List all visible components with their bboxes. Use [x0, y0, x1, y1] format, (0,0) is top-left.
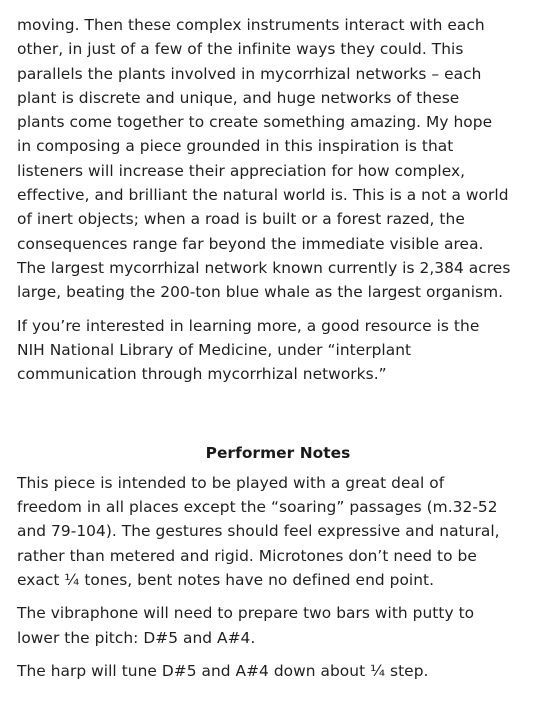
paragraph-spacer [17, 305, 539, 314]
body-paragraph-resource: If you’re interested in learning more, a good resource is the NIH National Library of Medicine, under “interplant communication through mycorrhizal networks.” [17, 316, 480, 384]
paragraph-spacer [17, 592, 539, 601]
section-spacer [17, 386, 539, 441]
body-paragraph-mycorrhizal: moving. Then these complex instruments interact with each other, in just of a few of the infinite ways they could. This parallels the plants involved in mycorrhizal networks – each plant is discrete and unique, and huge networks of these plants come together to create something amazing. My hope in composing a piece grounded in this inspiration is that listeners will increase their appreciation for how complex, effective, and brilliant the natural world is. This is a not a world of inert objects; when a road is built or a forest razed, the consequences range far beyond the immediate visible area. The largest mycorrhizal network known currently is 2,384 acres large, beating the 200-ton blue whale as the largest organism. [17, 16, 511, 302]
performer-notes-heading: Performer Notes [205, 444, 351, 463]
performer-notes-paragraph-harp: The harp will tune D#5 and A#4 down about ¼ step. [17, 661, 429, 680]
paragraph-spacer [17, 650, 539, 659]
document-page [17, 13, 539, 683]
performer-notes-paragraph-vibraphone: The vibraphone will need to prepare two bars with putty to lower the pitch: D#5 and A#4. [17, 604, 475, 647]
performer-notes-paragraph-freedom: This piece is intended to be played with a great deal of freedom in all places except the “soaring” passages (m.32-52 and 79-104). The gestures should feel expressive and natural, rather than metered and rigid. Microtones don’t need to be exact ¼ tones, bent notes have no defined end point. [17, 473, 500, 589]
